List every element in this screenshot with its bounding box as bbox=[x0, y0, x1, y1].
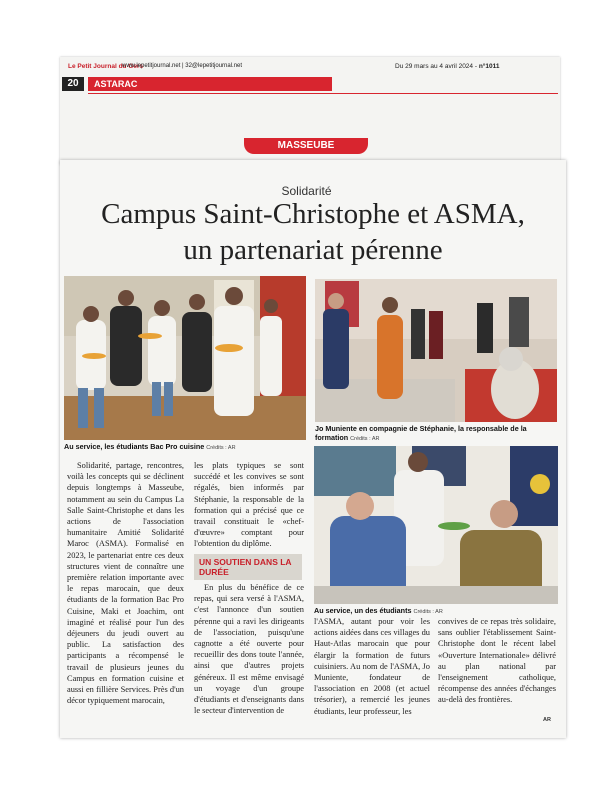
article-column-4 bbox=[438, 616, 556, 706]
issue-number: n°1011 bbox=[478, 63, 500, 70]
article-headline bbox=[60, 196, 566, 268]
column-4-text: convives de ce repas très solidaire, sans oublier l'établissement Saint-Christophe dont le récent label «Ouverture Internationale» délivré au plan national par l'enseignement catholique, récompense des années d'échanges au-delà des frontières. bbox=[438, 617, 556, 705]
photo-1-caption bbox=[64, 442, 308, 453]
caption-3-text: Au service, un des étudiants bbox=[314, 606, 412, 615]
article-column-3 bbox=[314, 616, 430, 717]
article-column-2a bbox=[194, 460, 304, 550]
caption-1-credit: Crédits : AR bbox=[206, 445, 236, 451]
photo-student-serving-guests bbox=[314, 446, 558, 604]
publication-name: Le Petit Journal du Gers bbox=[68, 63, 144, 70]
section-divider bbox=[88, 93, 558, 94]
column-2a-text: les plats typiques se sont succédé et les convives se sont régalés, bien informés par Stéphanie, la responsable de la formation qui a précisé que ce travail constituait le «chef-d'œuvre» comptant pour l'obtention du diplôme. bbox=[194, 461, 304, 549]
headline-line-1: Campus Saint-Christophe et ASMA, bbox=[101, 198, 525, 230]
headline-line-2: un partenariat pérenne bbox=[183, 234, 443, 266]
caption-1-text: Au service, les étudiants Bac Pro cuisine bbox=[64, 442, 205, 451]
caption-3-credit: Crédits : AR bbox=[413, 609, 443, 615]
column-3-text: l'ASMA, autant pour voir les actions aidées dans ces villages du Haut-Atlas marocain que pour élargir la formation de futurs cuisiniers. Au nom de l'ASMA, Jo Muniente, fondateur de l'association en 2008 (et actuel trésorier), a remercié les jeunes étudiants, leur professeur, les bbox=[314, 617, 430, 716]
article-subhead: UN SOUTIEN DANS LA DURÉE bbox=[194, 554, 302, 580]
caption-2-credit: Crédits : AR bbox=[350, 436, 380, 442]
photo-jo-and-stephanie bbox=[315, 279, 557, 422]
website-contact: www.lepetitjournal.net | 32@lepetitjournal.net bbox=[122, 63, 243, 69]
article-column-2b bbox=[194, 582, 304, 716]
caption-2-text: Jo Muniente en compagnie de Stéphanie, la responsable de la formation bbox=[315, 424, 527, 442]
date-text: Du 29 mars au 4 avril 2024 - bbox=[395, 63, 479, 70]
photo-2-caption bbox=[315, 424, 560, 444]
article-column-1 bbox=[67, 460, 184, 706]
page-number: 20 bbox=[62, 77, 84, 91]
article-kicker: Solidarité bbox=[281, 184, 332, 198]
author-signoff: AR bbox=[543, 717, 551, 723]
section-banner: ASTARAC bbox=[88, 77, 332, 91]
column-1-text: Solidarité, partage, rencontres, voilà les concepts qui se déclinent depuis longtemps à Masseube, notamment au sein du Campus La Salle Saint-Christophe et dans les actions de l'association humanitaire Amitié Solidarité Maroc (ASMA). Formalisé en 2023, le partenariat entre ces deux structures vient de connaître une première relation importante avec le repas marocain, que deux étudiants de la formation Bac Pro Cuisine, Maki et Joachim, ont imaginé et réalisé pour l'un des déjeuners du jeudi ouvert au public. La satisfaction des participants a récompensé le travail de plusieurs jeunes du Campus en formation cuisine et aussi en fillière Services. Près d'un décor typiquement marocain, bbox=[67, 461, 184, 706]
issue-date bbox=[395, 63, 500, 70]
column-2b-text: En plus du bénéfice de ce repas, qui sera versé à l'ASMA, c'est l'annonce d'un soutien pérenne qui a ravi les dirigeants de l'association, puisqu'une cagnotte a été ouverte pour recueillir des dons toute l'année, ainsi que d'autres projets généreux. Il est même envisagé un voyage d'un groupe d'étudiants et d'enseignants dans le secteur d'intervention de bbox=[194, 583, 304, 716]
photo-students-serving bbox=[64, 276, 306, 440]
location-tab: MASSEUBE bbox=[244, 138, 368, 154]
